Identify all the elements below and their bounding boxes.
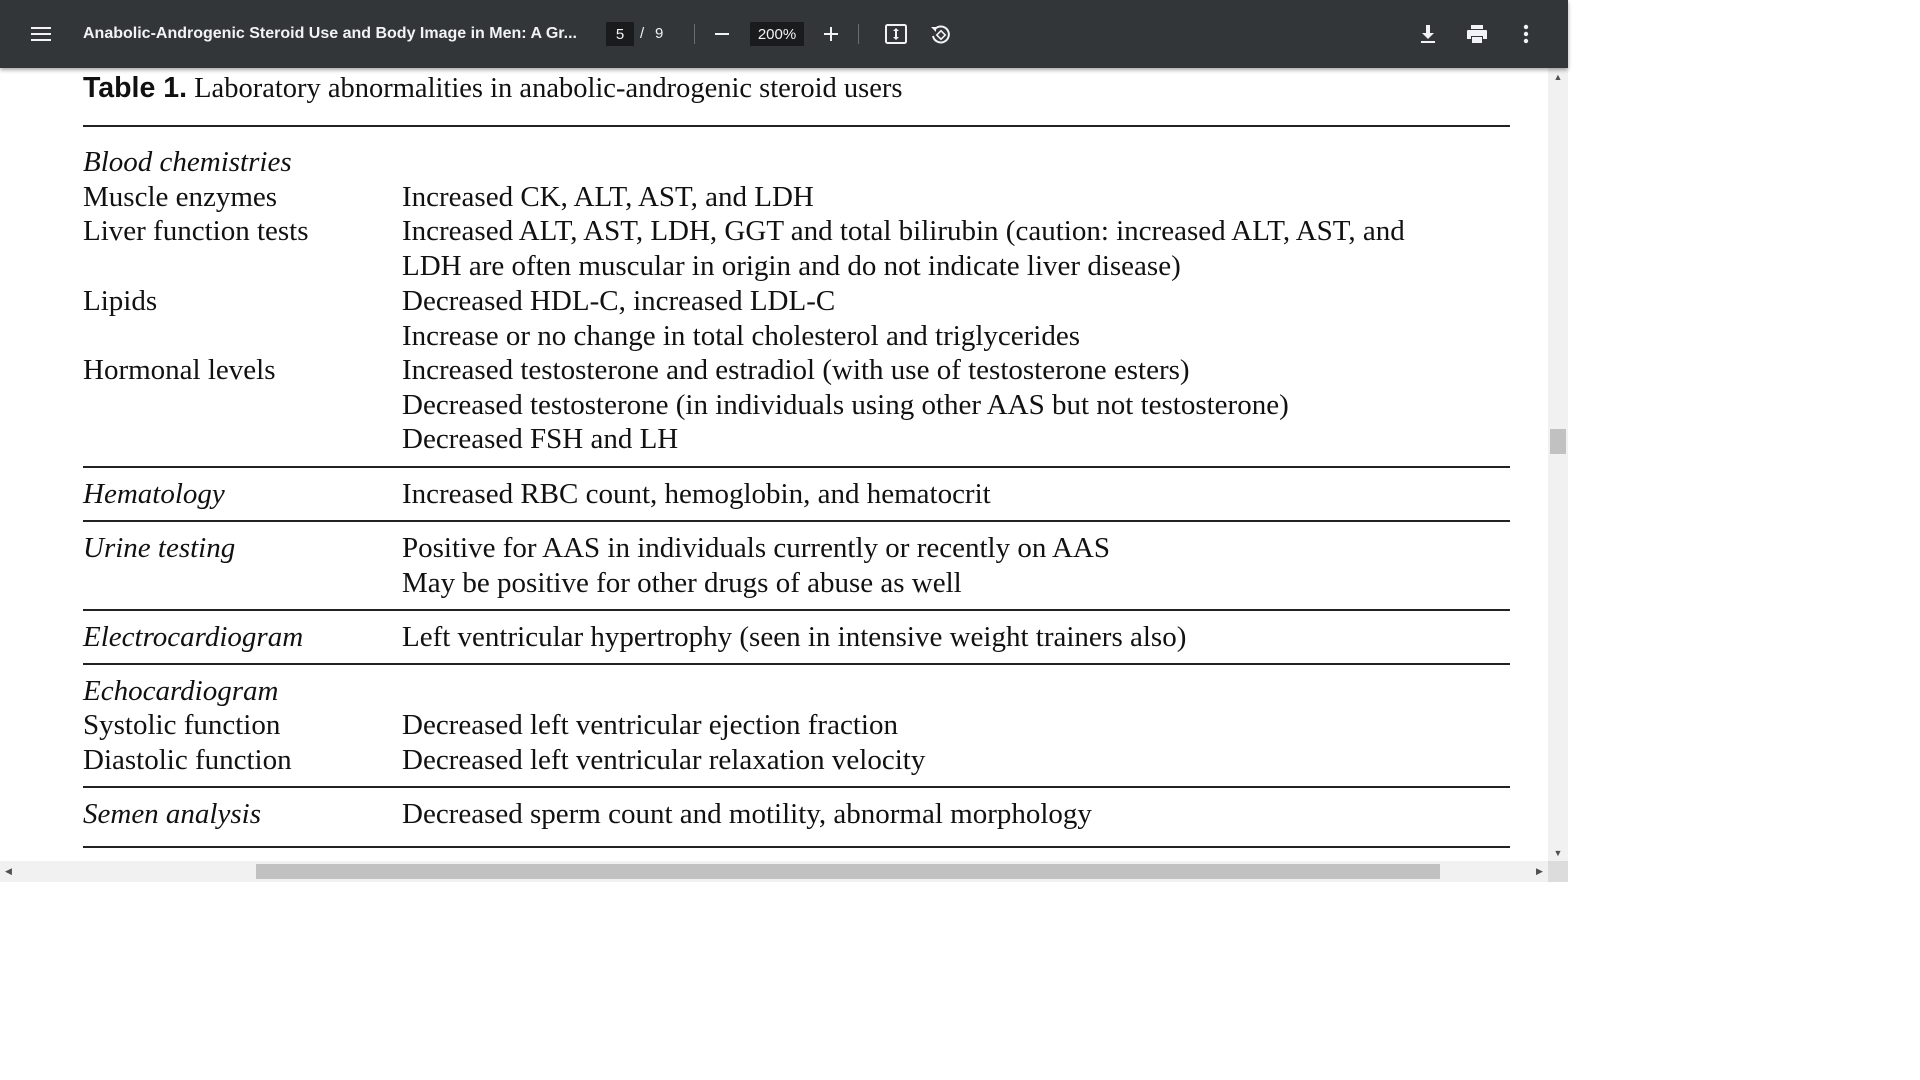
scroll-down-arrow-icon[interactable]: ▼ <box>1553 847 1563 858</box>
scroll-left-arrow-icon[interactable]: ◀ <box>5 866 12 876</box>
row-label: Muscle enzymes <box>83 181 278 213</box>
table-top-rule <box>83 125 1510 127</box>
rotate-button[interactable] <box>922 16 958 52</box>
section-rule <box>83 663 1510 665</box>
scroll-right-arrow-icon[interactable]: ▶ <box>1536 866 1543 876</box>
minus-icon <box>714 26 730 42</box>
row-value: Increased RBC count, hemoglobin, and hematocrit <box>402 478 991 510</box>
plus-icon <box>823 26 839 42</box>
fit-to-page-button[interactable] <box>878 16 914 52</box>
zoom-level-input[interactable] <box>750 22 804 46</box>
download-button[interactable] <box>1410 16 1446 52</box>
section-category: Urine testing <box>83 532 236 564</box>
toolbar-divider <box>694 24 695 44</box>
document-title: Anabolic-Androgenic Steroid Use and Body Image in Men: A Gr... <box>83 25 577 42</box>
section-rule <box>83 786 1510 788</box>
horizontal-scroll-thumb[interactable] <box>256 864 1440 879</box>
row-value: May be positive for other drugs of abuse as well <box>402 567 962 599</box>
section-rule <box>83 466 1510 468</box>
section-rule <box>83 609 1510 611</box>
row-value: Increased testosterone and estradiol (with use of testosterone esters) <box>402 354 1190 386</box>
print-button[interactable] <box>1459 16 1495 52</box>
menu-button[interactable] <box>23 16 59 52</box>
page-number-input[interactable] <box>606 22 634 46</box>
print-icon <box>1466 24 1488 44</box>
fit-to-page-icon <box>885 24 907 44</box>
scrollbar-corner <box>1548 861 1568 882</box>
row-label: Systolic function <box>83 709 281 741</box>
pdf-toolbar <box>0 0 1568 68</box>
scroll-up-arrow-icon[interactable]: ▲ <box>1553 71 1563 82</box>
zoom-out-button[interactable] <box>704 16 740 52</box>
rotate-icon <box>929 23 951 45</box>
page-separator: / <box>640 25 645 42</box>
row-label: Hormonal levels <box>83 354 276 386</box>
download-icon <box>1419 24 1437 44</box>
row-value: LDH are often muscular in origin and do not indicate liver disease) <box>402 250 1181 282</box>
section-category: Blood chemistries <box>83 146 292 178</box>
row-label: Diastolic function <box>83 744 292 776</box>
row-label: Liver function tests <box>83 215 309 247</box>
section-rule <box>83 520 1510 522</box>
toolbar-divider <box>858 24 859 44</box>
vertical-scrollbar[interactable] <box>1548 68 1568 861</box>
pdf-page <box>0 68 1548 861</box>
row-value: Left ventricular hypertrophy (seen in intensive weight trainers also) <box>402 621 1187 653</box>
row-value: Decreased left ventricular ejection fraction <box>402 709 898 741</box>
row-value: Decreased HDL-C, increased LDL-C <box>402 285 836 317</box>
zoom-in-button[interactable] <box>813 16 849 52</box>
row-label: Lipids <box>83 285 158 317</box>
section-category: Electrocardiogram <box>83 621 304 653</box>
row-value: Increased ALT, AST, LDH, GGT and total bilirubin (caution: increased ALT, AST, and <box>402 215 1405 247</box>
section-category: Hematology <box>83 478 225 510</box>
page-total: 9 <box>655 25 664 42</box>
section-category: Echocardiogram <box>83 675 279 707</box>
section-category: Semen analysis <box>83 798 261 830</box>
table-caption-label: Table 1. <box>83 72 188 104</box>
vertical-scroll-thumb[interactable] <box>1550 429 1566 454</box>
row-value: Positive for AAS in individuals currently or recently on AAS <box>402 532 1111 564</box>
row-value: Increased CK, ALT, AST, and LDH <box>402 181 814 213</box>
row-value: Increase or no change in total cholesterol and triglycerides <box>402 320 1081 352</box>
menu-icon <box>31 26 51 42</box>
row-value: Decreased FSH and LH <box>402 423 679 455</box>
table-caption-text: Laboratory abnormalities in anabolic-androgenic steroid users <box>194 73 903 104</box>
more-vert-icon <box>1523 24 1529 44</box>
row-value: Decreased left ventricular relaxation velocity <box>402 744 926 776</box>
row-value: Decreased sperm count and motility, abnormal morphology <box>402 798 1092 830</box>
row-value: Decreased testosterone (in individuals using other AAS but not testosterone) <box>402 389 1289 421</box>
more-actions-button[interactable] <box>1508 16 1544 52</box>
horizontal-scrollbar[interactable] <box>0 861 1548 882</box>
table-caption <box>83 72 902 105</box>
table-bottom-rule <box>83 846 1510 848</box>
